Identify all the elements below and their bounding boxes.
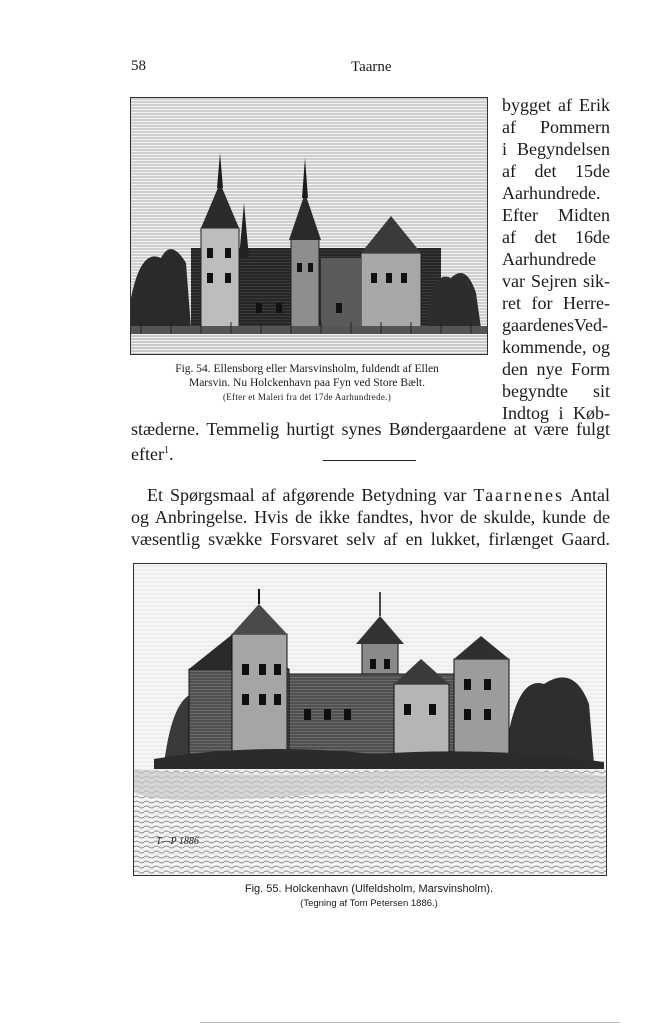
column-line: i Begyndelsen (502, 139, 610, 159)
column-line: gaardenesVed- (502, 315, 608, 335)
column-line: Efter Midten (502, 205, 610, 225)
paragraph-2-line-1 (147, 484, 610, 506)
paragraph-2-text: Et Spørgsmaal af afgørende Betydning var (147, 485, 474, 505)
column-line: af det 15de (502, 161, 610, 181)
column-line: af Pommern (502, 117, 610, 137)
paragraph-1-line-2 (131, 440, 173, 465)
artist-signature: T—P 1886 (156, 836, 199, 847)
paragraph-1-line-1: stæderne. Temmelig hurtigt synes Bøndergaardene at være fulgt (131, 419, 610, 439)
column-line: var Sejren sik- (502, 271, 610, 291)
column-line: den nye Form (502, 359, 610, 379)
column-line: kommende, og (502, 337, 610, 357)
paragraph-1-end: . (168, 444, 174, 464)
page-number: 58 (131, 58, 146, 74)
column-line: Indtog i Køb- (502, 403, 610, 423)
figure-54-image (130, 97, 488, 355)
figure-54-caption-line3: (Efter et Maleri fra det 17de Aarhundrede.) (222, 392, 392, 402)
scan-edge-line (200, 1022, 620, 1023)
text-column (502, 94, 610, 424)
figure-55-image (133, 563, 607, 876)
column-line: Aarhundrede (502, 249, 596, 269)
paragraph-2-text-end: Antal (564, 485, 610, 505)
figure-54-caption-line1: Fig. 54. Ellensborg eller Marsvinsholm, fuldendt af Ellen (175, 363, 439, 375)
paragraph-1-text: efter (131, 444, 164, 464)
column-line: af det 16de (502, 227, 610, 247)
figure-55-caption-line1: Fig. 55. Holckenhavn (Ulfeldsholm, Marsvinsholm). (244, 883, 494, 895)
column-line: begyndte sit (502, 381, 610, 401)
column-line: Aarhundrede. (502, 183, 601, 203)
spaced-emphasis: Taarnenes (473, 485, 565, 505)
paragraph-2-line-2: og Anbringelse. Hvis de ikke fandtes, hvor de skulde, kunde de (131, 507, 610, 527)
paragraph-2-line-3: væsentlig svække Forsvaret selv af en lukket, firlænget Gaard. (131, 529, 610, 549)
column-line: ret for Herre- (502, 293, 610, 313)
figure-54-caption-line2: Marsvin. Nu Holckenhavn paa Fyn ved Store Bælt. (188, 377, 426, 389)
column-line: bygget af Erik (502, 95, 610, 115)
section-divider (323, 460, 416, 461)
footnote-reference: 1 (163, 445, 169, 456)
figure-55-caption-line2: (Tegning af Tom Petersen 1886.) (300, 898, 438, 909)
running-title: Taarne (351, 59, 392, 75)
